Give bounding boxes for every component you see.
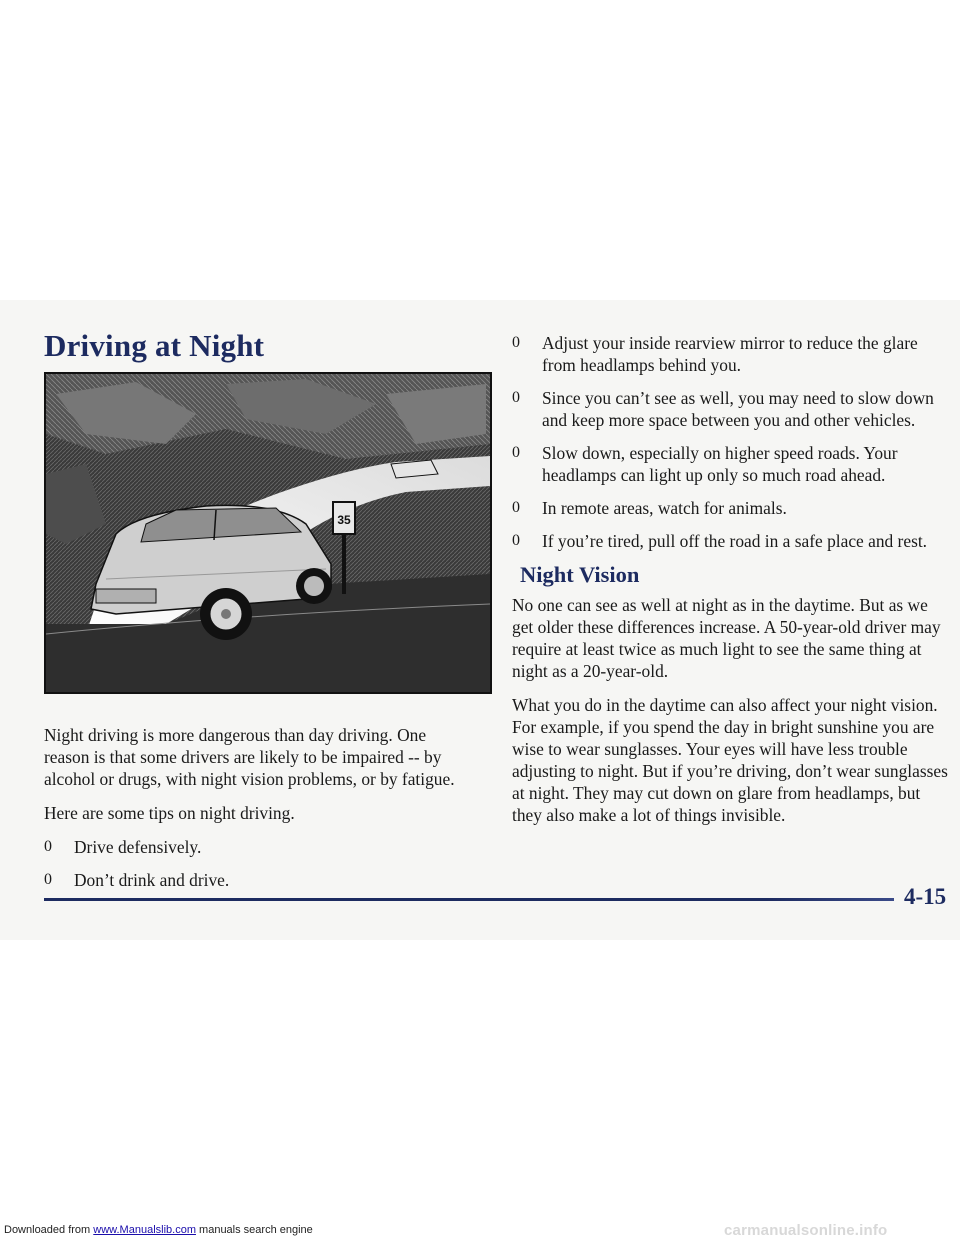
daytime-vision-paragraph: What you do in the daytime can also affect your night vision. For example, if you spend the day in bright sunshine you are wise to wear sunglasses. Your eyes will have less trouble adjusting to night. But if you’re driving, don’t wear sunglasses at night. They may cut down on glare from headlamps, but they also make a lot of things invisible. xyxy=(512,695,948,825)
speed-sign-number: 35 xyxy=(337,513,351,527)
night-road-drawing xyxy=(46,374,490,692)
list-item-text: In remote areas, watch for animals. xyxy=(542,498,787,518)
footer-rule xyxy=(44,898,894,901)
list-item-text: Since you can’t see as well, you may need to slow down and keep more space between you and other vehicles. xyxy=(542,388,934,430)
bullet-marker: 0 xyxy=(512,444,520,461)
bullet-marker: 0 xyxy=(44,838,52,855)
night-vision-paragraph: No one can see as well at night as in the daytime. But as we get older these differences increase. A 50-year-old driver may require at least twice as much light to see the same thing at night as a 20-year-old. xyxy=(512,595,941,681)
right-column-text xyxy=(512,332,950,838)
watermark-text: carmanualsonline.info xyxy=(724,1222,888,1239)
bullet-marker: 0 xyxy=(44,871,52,888)
night-driving-illustration xyxy=(44,372,492,694)
download-note xyxy=(4,1224,313,1236)
list-item xyxy=(44,869,464,891)
list-item xyxy=(512,387,950,431)
download-prefix: Downloaded from xyxy=(4,1224,94,1236)
bullet-marker: 0 xyxy=(512,334,520,351)
list-item-text: Slow down, especially on higher speed roads. Your headlamps can light up only so much road ahead. xyxy=(542,443,898,485)
list-item-text: Don’t drink and drive. xyxy=(74,870,230,890)
night-vision-heading: Night Vision xyxy=(520,562,640,587)
list-item xyxy=(512,442,950,486)
list-item xyxy=(512,332,950,376)
intro-paragraph: Night driving is more dangerous than day driving. One reason is that some drivers are likely to be impaired -- by alcohol or drugs, with night vision problems, or by fatigue. xyxy=(44,725,455,789)
manualslib-link[interactable]: www.Manualslib.com xyxy=(93,1224,196,1236)
section-title: Driving at Night xyxy=(44,328,265,363)
left-column-text xyxy=(44,724,464,902)
list-item-text: If you’re tired, pull off the road in a safe place and rest. xyxy=(542,531,928,551)
bullet-marker: 0 xyxy=(512,389,520,406)
list-item-text: Adjust your inside rearview mirror to reduce the glare from headlamps behind you. xyxy=(542,333,918,375)
list-item xyxy=(44,836,464,858)
list-item xyxy=(512,497,950,519)
bullet-marker: 0 xyxy=(512,532,520,549)
download-suffix: manuals search engine xyxy=(195,1224,313,1236)
list-item xyxy=(512,530,950,552)
bullet-marker: 0 xyxy=(512,499,520,516)
page-number: 4-15 xyxy=(904,884,947,909)
tips-intro-paragraph: Here are some tips on night driving. xyxy=(44,803,295,823)
list-item-text: Drive defensively. xyxy=(74,837,202,857)
